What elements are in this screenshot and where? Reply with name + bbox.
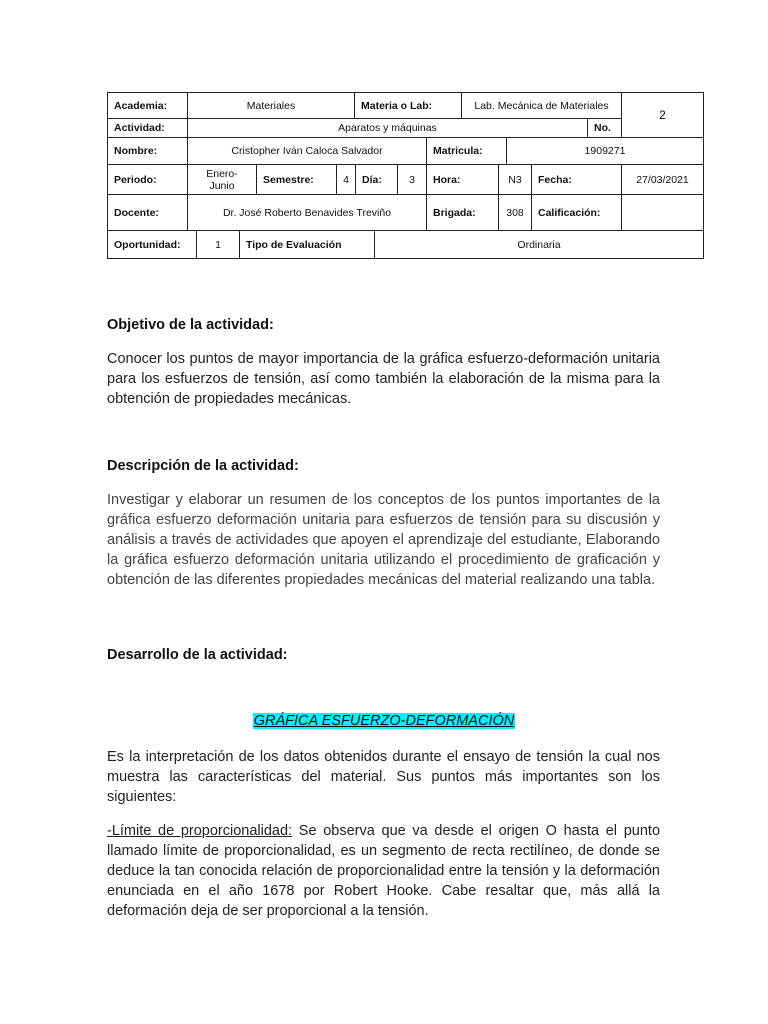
section-title-highlight: GRÁFICA ESFUERZO-DEFORMACIÓN [253,713,515,729]
oportunidad-value: 1 [196,230,240,259]
matricula-label: Matricula: [426,137,507,165]
no-label: No. [587,118,622,138]
calificacion-value [621,194,704,231]
intro-paragraph: Es la interpretación de los datos obtenidos durante el ensayo de tensión la cual nos muestra las características del material. Sus puntos más importantes son los siguientes: [107,749,660,805]
docente-value: Dr. José Roberto Benavides Treviño [187,194,427,231]
materia-value: Lab. Mecánica de Materiales [461,92,622,119]
dia-label: Día: [355,164,398,195]
tipo-evaluacion-label: Tipo de Evaluación [239,230,375,259]
calificacion-label: Calificación: [531,194,622,231]
header-table [107,92,704,259]
dia-value: 3 [397,164,427,195]
hora-value: N3 [498,164,532,195]
limite-paragraph [107,821,660,921]
tipo-evaluacion-value: Ordinaria [374,230,704,259]
semestre-label: Semestre: [256,164,337,195]
nombre-label: Nombre: [107,137,188,165]
descripcion-heading: Descripción de la actividad: [107,458,299,474]
actividad-label: Actividad: [107,118,188,138]
oportunidad-label: Oportunidad: [107,230,197,259]
actividad-value: Aparatos y máquinas [187,118,588,138]
activity-number: 2 [621,92,704,138]
objetivo-heading: Objetivo de la actividad: [107,317,274,333]
nombre-value: Cristopher Iván Caloca Salvador [187,137,427,165]
fecha-value: 27/03/2021 [621,164,704,195]
periodo-label: Periodo: [107,164,188,195]
brigada-label: Brigada: [426,194,499,231]
fecha-label: Fecha: [531,164,622,195]
hora-label: Hora: [426,164,499,195]
limite-term: -Límite de proporcionalidad: [107,823,293,839]
desarrollo-heading: Desarrollo de la actividad: [107,647,288,663]
periodo-value: Enero-Junio [187,164,257,195]
materia-label: Materia o Lab: [354,92,462,119]
brigada-value: 308 [498,194,532,231]
objetivo-text: Conocer los puntos de mayor importancia de la gráfica esfuerzo-deformación unitaria para los esfuerzos de tensión, así como también la elaboración de la misma para la obtención de propiedades mecánicas. [107,351,660,407]
docente-label: Docente: [107,194,188,231]
matricula-value: 1909271 [506,137,704,165]
academia-label: Academia: [107,92,188,119]
semestre-value: 4 [336,164,356,195]
descripcion-text: Investigar y elaborar un resumen de los conceptos de los puntos importantes de la gráfica esfuerzo deformación unitaria para esfuerzos de tensión para su discusión y análisis a través de actividades que apoyen el aprendizaje del estudiante, Elaborando la gráfica esfuerzo deformación unitaria utilizando el procedimiento de graficación y obtención de las diferentes propiedades mecánicas del material realizando una tabla. [107,492,660,588]
academia-value: Materiales [187,92,355,119]
section-title [0,713,768,729]
limite-text: Se observa que va desde el origen O hasta el punto llamado límite de proporcionalidad, es un segmento de recta rectilíneo, de donde se deduce la tan conocida relación de proporcionalidad entre la tensión y la deformación enunciada en el año 1678 por Robert Hooke. Cabe resaltar que, más allá la deformación deja de ser proporcional a la tensión. [107,823,661,919]
